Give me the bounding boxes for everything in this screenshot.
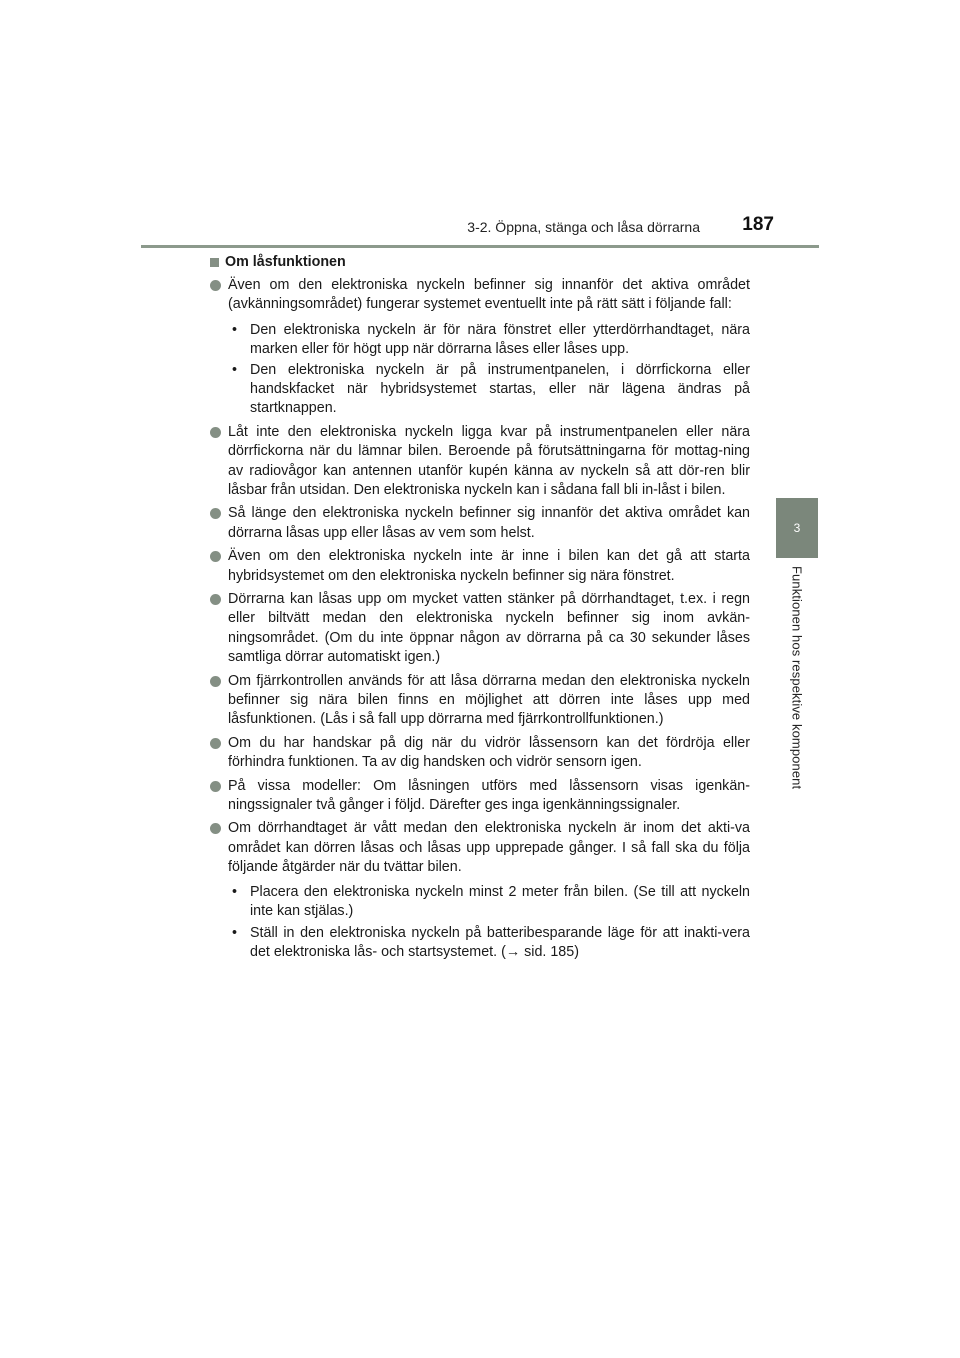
- circle-bullet-icon: [210, 508, 221, 519]
- list-item: [210, 590, 750, 667]
- dot-marker-icon: •: [232, 362, 238, 379]
- section-heading-text: Om låsfunktionen: [225, 254, 346, 270]
- sub-list-item: [228, 924, 750, 962]
- sub-list: [228, 321, 750, 419]
- page-number: 187: [742, 214, 774, 235]
- page-content: [210, 253, 750, 966]
- list-item-text: Även om den elektroniska nyckeln befinner sig innanför det aktiva området (avkänningsområdet) fungerar systemet eventuellt inte på rätt sätt i följande fall:: [228, 277, 750, 313]
- sub-list-item-text: Ställ in den elektroniska nyckeln på batteribesparande läge för att inakti-vera det elektroniska lås- och startsystemet. (→ sid. 185): [250, 924, 750, 960]
- circle-bullet-icon: [210, 676, 221, 687]
- list-item: [210, 423, 750, 500]
- section-heading: [210, 253, 750, 272]
- chapter-tab: [776, 498, 818, 558]
- list-item: [210, 819, 750, 961]
- list-item-text: Så länge den elektroniska nyckeln befinner sig innanför det aktiva området kan dörrarna låsas upp eller låsas av vem som helst.: [228, 505, 750, 541]
- dot-marker-icon: •: [232, 321, 238, 338]
- sub-list-item-text: Placera den elektroniska nyckeln minst 2 meter från bilen. (Se till att nyckeln inte kan stjälas.): [250, 884, 750, 920]
- square-bullet-icon: [210, 258, 219, 267]
- list-item: [210, 547, 750, 585]
- sub-list-item-text: Den elektroniska nyckeln är för nära fönstret eller ytterdörrhandtaget, nära marken eller för högt upp när dörrarna låses eller låses upp.: [250, 321, 750, 357]
- circle-bullet-icon: [210, 427, 221, 438]
- list-item-text: Om fjärrkontrollen används för att låsa dörrarna medan den elektroniska nyckeln befinner sig nära bilen finns en möjlighet att dörren inte låses upp med låsfunktionen. (Lås i så fall upp dörrarna med fjärrkontrollfunktionen.): [228, 672, 750, 727]
- circle-bullet-icon: [210, 280, 221, 291]
- sub-list-item: [228, 361, 750, 419]
- list-item-text: Även om den elektroniska nyckeln inte är inne i bilen kan det gå att starta hybridsystemet om den elektroniska nyckeln befinner sig nära fönstret.: [228, 548, 750, 584]
- header-divider: [141, 245, 819, 248]
- chapter-tab-number: 3: [793, 521, 801, 535]
- list-item-text: Om dörrhandtaget är vått medan den elektroniska nyckeln är inom det akti-va området kan dörren låsas och låsas upp upprepade gånger. I så fall ska du följa följande åtgärder när du tvättar bilen.: [228, 820, 750, 875]
- chapter-side-label: Funktionen hos respektive komponent: [789, 566, 805, 790]
- dot-marker-icon: •: [232, 924, 238, 941]
- list-item: [210, 504, 750, 542]
- list-item-text: Dörrarna kan låsas upp om mycket vatten stänker på dörrhandtaget, t.ex. i regn eller biltvätt medan den elektroniska nyckeln befinner sig inom avkän-ningsområdet. (Om du inte öppnar någon av dörrarna på ca 30 sekunder låses samtliga dörrar automatiskt igen.): [228, 591, 750, 665]
- circle-bullet-icon: [210, 781, 221, 792]
- sub-list-item: [228, 883, 750, 921]
- list-item-text: Om du har handskar på dig när du vidrör låssensorn kan det fördröja eller förhindra funktionen. Ta av dig handsken och vidrör sensorn igen.: [228, 734, 750, 770]
- sub-list-item-text: Den elektroniska nyckeln är på instrumentpanelen, i dörrfickorna eller handskfacket när hybridsystemet startas, eller när lägena ändras på startknappen.: [250, 362, 750, 417]
- dot-marker-icon: •: [232, 884, 238, 901]
- list-item: [210, 734, 750, 772]
- circle-bullet-icon: [210, 823, 221, 834]
- circle-bullet-icon: [210, 594, 221, 605]
- list-item: [210, 777, 750, 815]
- circle-bullet-icon: [210, 738, 221, 749]
- list-item-text: Låt inte den elektroniska nyckeln ligga kvar på instrumentpanelen eller nära dörrfickorna när du lämnar bilen. Beroende på förutsättningarna för mottag-ning av radiovågor kan antennen utanför kupén känna av nyckeln så att dör-ren blir låsbar från utsidan. Den elektroniska nyckeln kan i sådana fall bli in-låst i bilen.: [228, 424, 750, 498]
- sub-list: [228, 883, 750, 962]
- list-item-text: På vissa modeller: Om låsningen utförs med låssensorn visas igenkän-ningssignaler två gånger i följd. Därefter ges inga igenkänningssignaler.: [228, 777, 750, 813]
- chapter-header-title: 3-2. Öppna, stänga och låsa dörrarna: [467, 219, 700, 235]
- sub-list-item: [228, 321, 750, 359]
- circle-bullet-icon: [210, 551, 221, 562]
- list-item: [210, 672, 750, 730]
- list-item: [210, 276, 750, 418]
